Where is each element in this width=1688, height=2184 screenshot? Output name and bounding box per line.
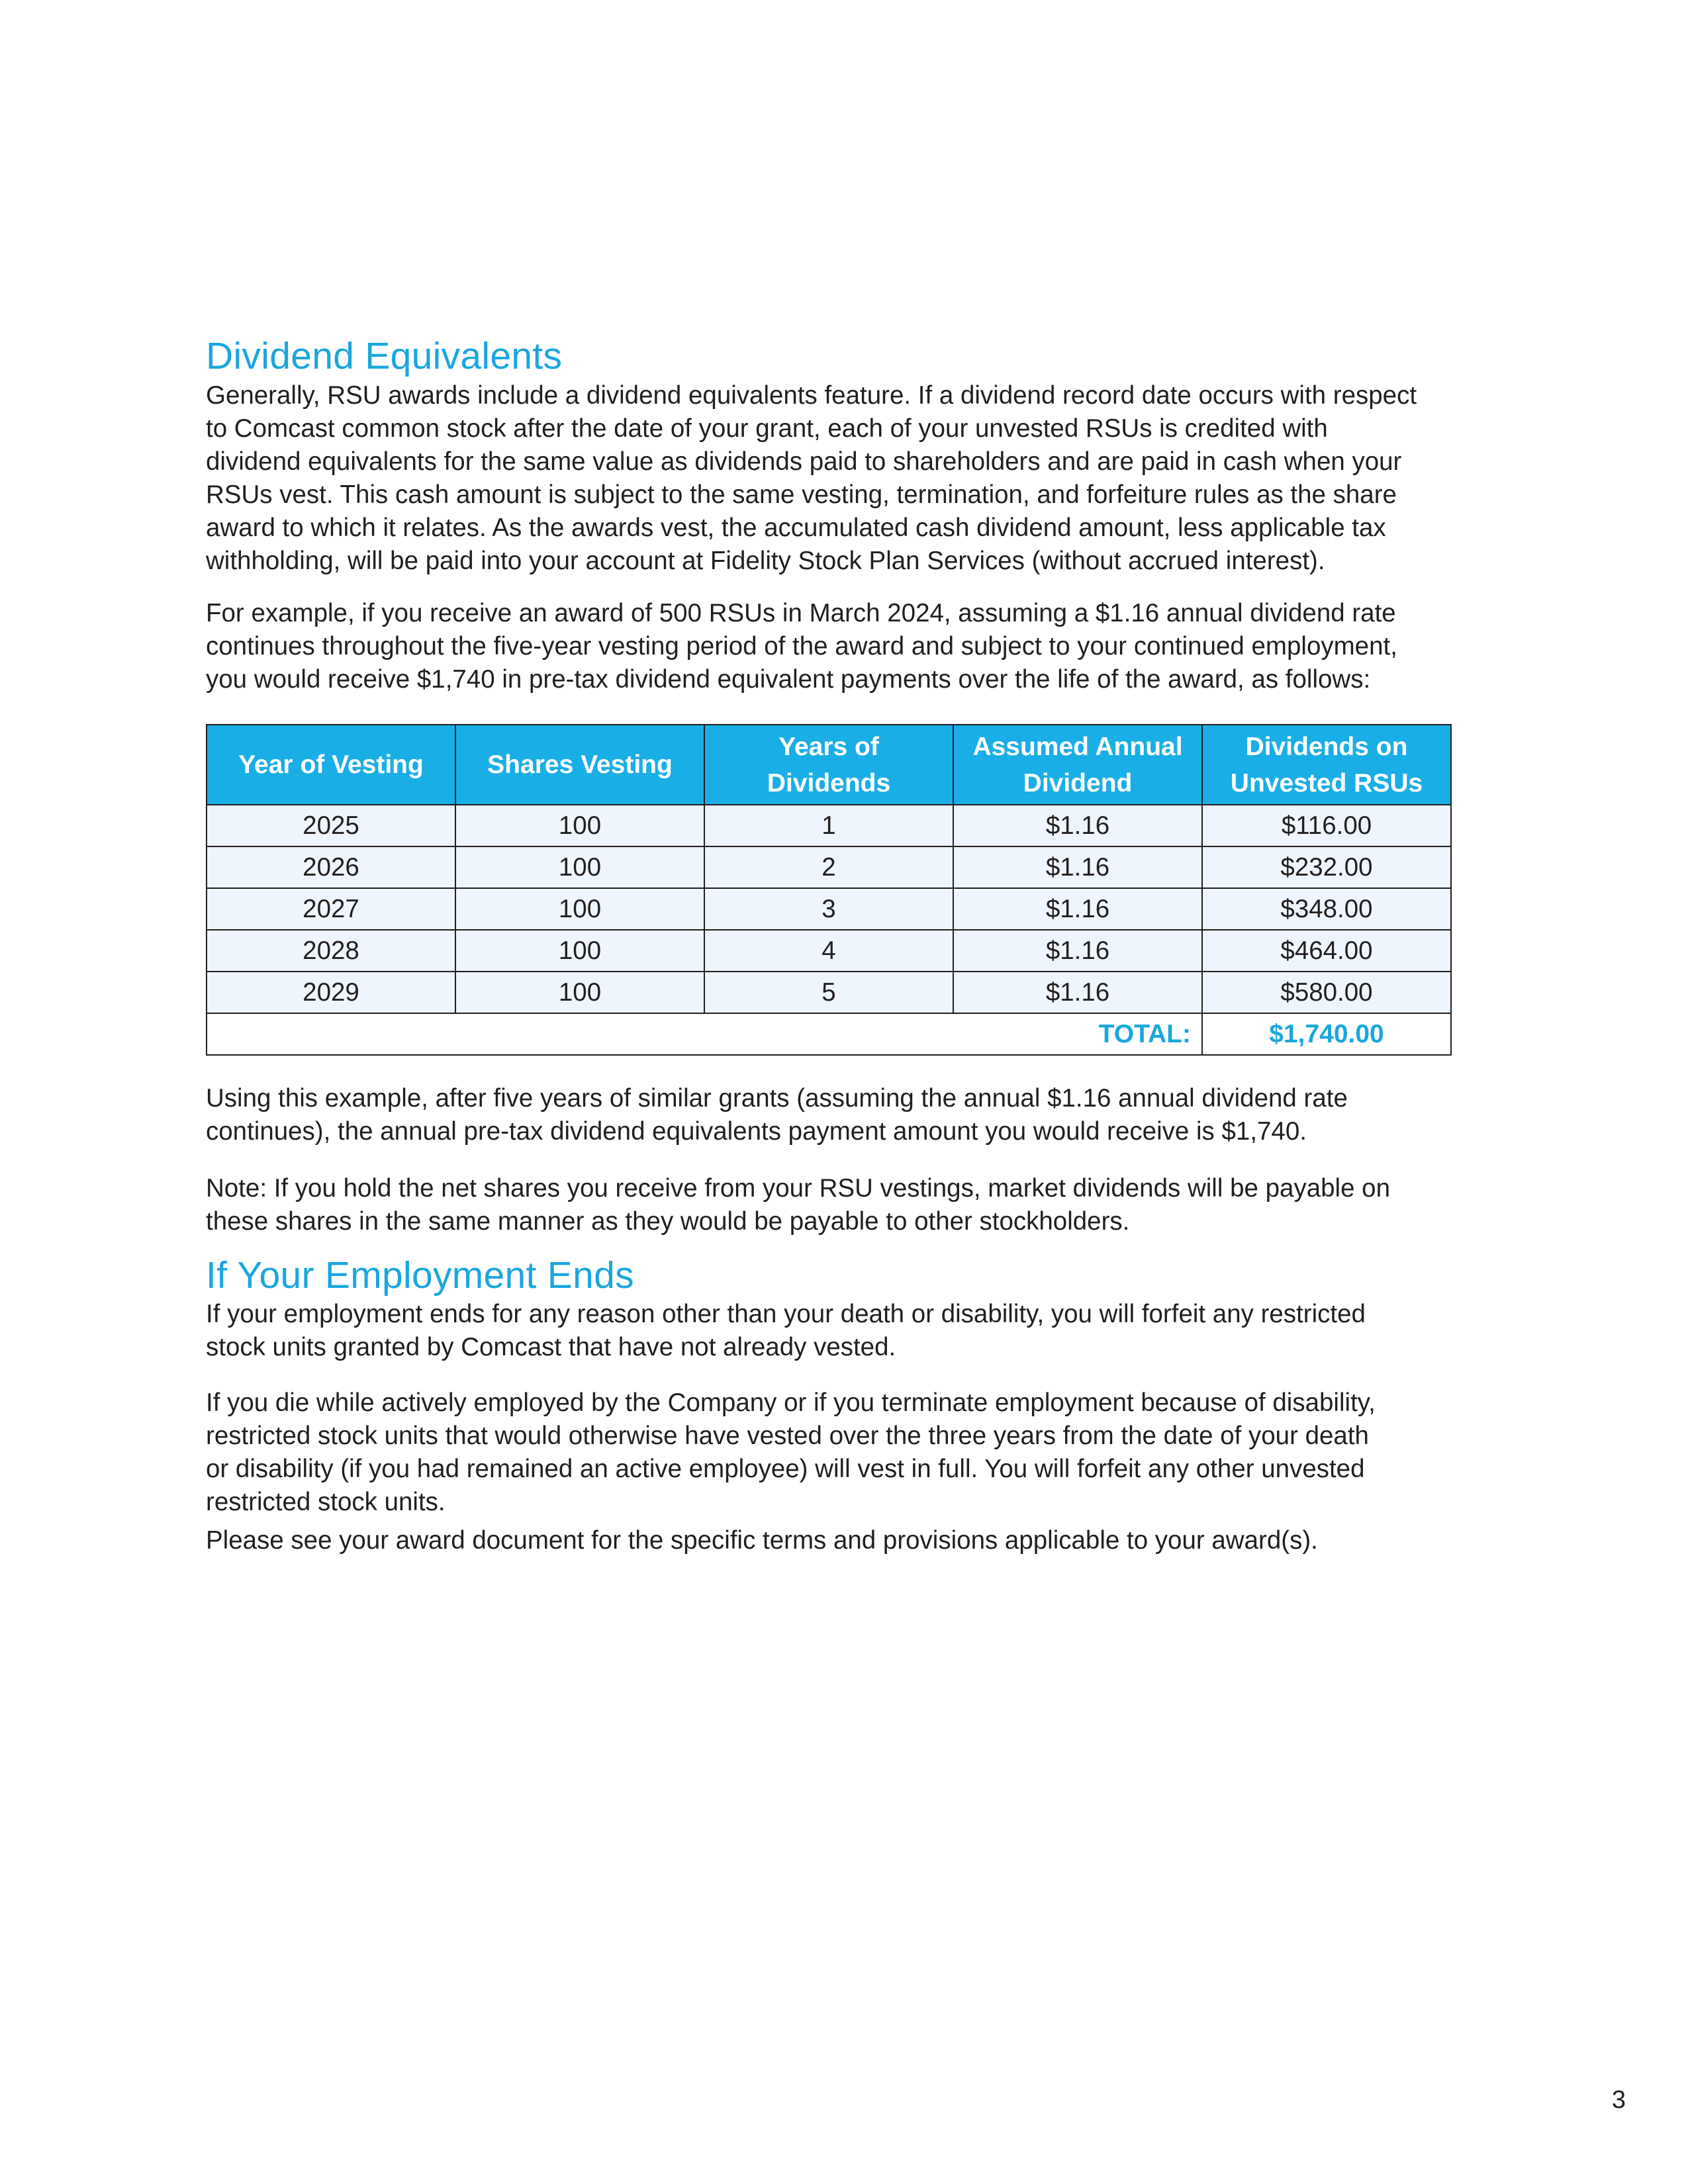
cell-dividend: $1.16 — [953, 930, 1202, 972]
cell-shares: 100 — [455, 930, 704, 972]
text-line: RSUs vest. This cash amount is subject to the same vesting, termination, and forfeiture rules as the share — [206, 480, 1397, 509]
text-line: you would receive $1,740 in pre-tax dividend equivalent payments over the life of the award, as follows: — [206, 665, 1371, 694]
cell-amount: $348.00 — [1202, 888, 1451, 930]
table-row — [207, 888, 1451, 930]
section-title-dividend-equivalents: Dividend Equivalents — [206, 335, 563, 377]
cell-shares: 100 — [455, 846, 704, 888]
text-line: award to which it relates. As the awards vest, the accumulated cash dividend amount, less applicable tax — [206, 514, 1386, 542]
cell-years: 3 — [704, 888, 953, 930]
cell-year: 2026 — [207, 846, 455, 888]
paragraph-forfeit — [206, 1298, 1464, 1364]
paragraph-dividend-example — [206, 597, 1464, 696]
text-line: or disability (if you had remained an active employee) will vest in full. You will forfeit any other unvested — [206, 1455, 1365, 1483]
total-value: $1,740.00 — [1202, 1013, 1451, 1055]
dividend-table — [206, 724, 1452, 1056]
paragraph-dividend-intro — [206, 379, 1464, 578]
header-shares-vesting: Shares Vesting — [455, 725, 704, 805]
cell-amount: $580.00 — [1202, 972, 1451, 1013]
text-line: Generally, RSU awards include a dividend equivalents feature. If a dividend record date occurs with respect — [206, 381, 1417, 410]
table-row — [207, 846, 1451, 888]
cell-years: 2 — [704, 846, 953, 888]
cell-year: 2027 — [207, 888, 455, 930]
text-line: For example, if you receive an award of 500 RSUs in March 2024, assuming a $1.16 annual dividend rate — [206, 599, 1396, 627]
text-line: withholding, will be paid into your account at Fidelity Stock Plan Services (without accrued interest). — [206, 547, 1325, 575]
header-year-of-vesting: Year of Vesting — [207, 725, 455, 805]
text-line: If you die while actively employed by the Company or if you terminate employment because of disability, — [206, 1388, 1376, 1417]
cell-amount: $232.00 — [1202, 846, 1451, 888]
cell-shares: 100 — [455, 805, 704, 846]
cell-year: 2025 — [207, 805, 455, 846]
paragraph-example-summary — [206, 1082, 1464, 1148]
cell-dividend: $1.16 — [953, 972, 1202, 1013]
cell-dividend: $1.16 — [953, 846, 1202, 888]
text-line: these shares in the same manner as they would be payable to other stockholders. — [206, 1207, 1130, 1236]
cell-shares: 100 — [455, 972, 704, 1013]
paragraph-see-award-document — [206, 1524, 1464, 1557]
text-line: to Comcast common stock after the date of your grant, each of your unvested RSUs is credited with — [206, 414, 1328, 443]
header-years-of-dividends: Years of Dividends — [704, 725, 953, 805]
cell-year: 2028 — [207, 930, 455, 972]
text-line: dividend equivalents for the same value as dividends paid to shareholders and are paid in cash when your — [206, 447, 1402, 476]
text-line: stock units granted by Comcast that have not already vested. — [206, 1333, 896, 1361]
cell-shares: 100 — [455, 888, 704, 930]
text-line: continues), the annual pre-tax dividend equivalents payment amount you would receive is $1,740. — [206, 1117, 1307, 1146]
cell-years: 1 — [704, 805, 953, 846]
total-label: TOTAL: — [207, 1013, 1202, 1055]
section-title-employment-ends: If Your Employment Ends — [206, 1254, 634, 1297]
table-row — [207, 972, 1451, 1013]
cell-amount: $116.00 — [1202, 805, 1451, 846]
text-line: If your employment ends for any reason other than your death or disability, you will forfeit any restricted — [206, 1300, 1366, 1328]
paragraph-death-disability — [206, 1387, 1464, 1519]
cell-year: 2029 — [207, 972, 455, 1013]
text-line: Please see your award document for the specific terms and provisions applicable to your award(s). — [206, 1526, 1318, 1555]
text-line: Note: If you hold the net shares you receive from your RSU vestings, market dividends will be payable on — [206, 1174, 1391, 1203]
header-assumed-annual-dividend: Assumed Annual Dividend — [953, 725, 1202, 805]
cell-dividend: $1.16 — [953, 805, 1202, 846]
table-row — [207, 805, 1451, 846]
cell-amount: $464.00 — [1202, 930, 1451, 972]
paragraph-note — [206, 1172, 1464, 1238]
table-header-row — [207, 725, 1451, 805]
cell-years: 5 — [704, 972, 953, 1013]
page-number: 3 — [1611, 2086, 1626, 2114]
cell-dividend: $1.16 — [953, 888, 1202, 930]
table-row — [207, 930, 1451, 972]
table-total-row — [207, 1013, 1451, 1055]
header-dividends-on-unvested-rsus: Dividends on Unvested RSUs — [1202, 725, 1451, 805]
text-line: continues throughout the five-year vesting period of the award and subject to your continued employment, — [206, 632, 1397, 660]
text-line: Using this example, after five years of similar grants (assuming the annual $1.16 annual dividend rate — [206, 1084, 1348, 1113]
text-line: restricted stock units that would otherwise have vested over the three years from the date of your death — [206, 1422, 1369, 1450]
cell-years: 4 — [704, 930, 953, 972]
text-line: restricted stock units. — [206, 1488, 445, 1516]
